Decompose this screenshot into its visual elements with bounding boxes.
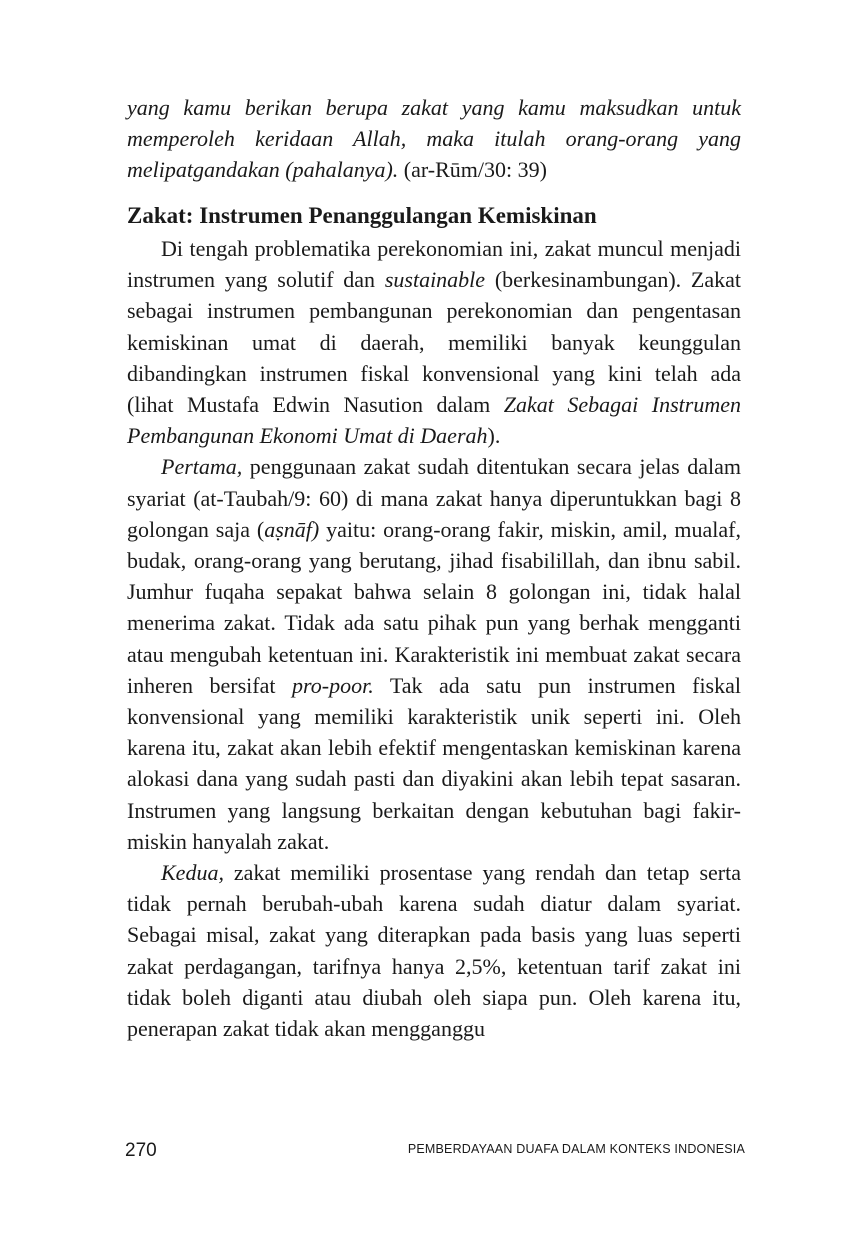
section-heading: Zakat: Instrumen Penanggulangan Kemiskinan	[127, 203, 597, 228]
quote-italic-text: yang kamu berikan berupa zakat yang kamu maksudkan untuk memperoleh keridaan Allah, maka itulah orang-orang yang melipatgandakan (pahalanya).	[127, 95, 741, 183]
paragraph-text: ).	[487, 423, 501, 449]
paragraph-text: yaitu: orang-orang fakir, miskin, amil, mualaf, budak, orang-orang yang berutang, jihad fisabilillah, dan ibnu sabil. Jumhur fuqaha sepakat bahwa selain 8 golongan ini, tidak halal menerima zakat. Tidak ada satu pihak pun yang berhak mengganti atau mengubah ketentuan ini. Karakteristik ini membuat zakat secara inheren bersifat	[127, 516, 741, 698]
quote-citation: (ar-Rūm/30: 39)	[398, 157, 547, 183]
italic-term: sustainable	[384, 267, 486, 293]
page-number: 270	[125, 1140, 157, 1161]
italic-term: pro-poor.	[292, 672, 374, 698]
paragraph-kedua	[127, 857, 741, 1044]
paragraph-text: (berkesinambungan). Zakat sebagai instrumen pembangunan perekonomian dan pengentasan kemiskinan umat di daerah, memiliki banyak keunggulan dibandingkan instrumen fiskal konvensional yang kini telah ada (lihat Mustafa Edwin Nasution dalam	[127, 267, 742, 418]
paragraph-text: penggunaan zakat sudah ditentukan secara jelas dalam syariat (at-Taubah/9: 60) di mana zakat hanya diperuntukkan bagi 8 golongan saja (	[127, 454, 741, 542]
quote-paragraph	[127, 92, 741, 186]
italic-term: Kedua,	[161, 860, 224, 886]
quran-quote	[127, 92, 741, 186]
book-title-reference: Zakat Sebagai Instrumen Pembangunan Ekonomi Umat di Daerah	[127, 392, 741, 449]
italic-term: Pertama,	[161, 454, 243, 480]
paragraph-pertama	[127, 451, 741, 857]
paragraph-intro	[127, 233, 741, 451]
paragraph-text: zakat memiliki prosentase yang rendah dan tetap serta tidak pernah berubah-ubah karena sudah diatur dalam syariat. Sebagai misal, zakat yang diterapkan pada basis yang luas seperti zakat perdagangan, tarifnya hanya 2,5%, ketentuan tarif zakat ini tidak boleh diganti atau diubah oleh siapa pun. Oleh karena itu, penerapan zakat tidak akan mengganggu	[127, 860, 741, 1042]
paragraph-text: Di tengah problematika perekonomian ini, zakat muncul menjadi instrumen yang solutif dan	[127, 236, 741, 293]
running-title: PEMBERDAYAAN DUAFA DALAM KONTEKS INDONESIA	[407, 1142, 745, 1156]
paragraph-text: Tak ada satu pun instrumen fiskal konvensional yang memiliki karakteristik unik seperti ini. Oleh karena itu, zakat akan lebih efektif mengentaskan kemiskinan karena alokasi dana yang sudah pasti dan diyakini akan lebih tepat sasaran. Instrumen yang langsung berkaitan dengan kebutuhan bagi fakir-miskin hanyalah zakat.	[127, 672, 741, 854]
italic-term: aṣnāf)	[264, 516, 320, 542]
body-text	[127, 233, 741, 1044]
